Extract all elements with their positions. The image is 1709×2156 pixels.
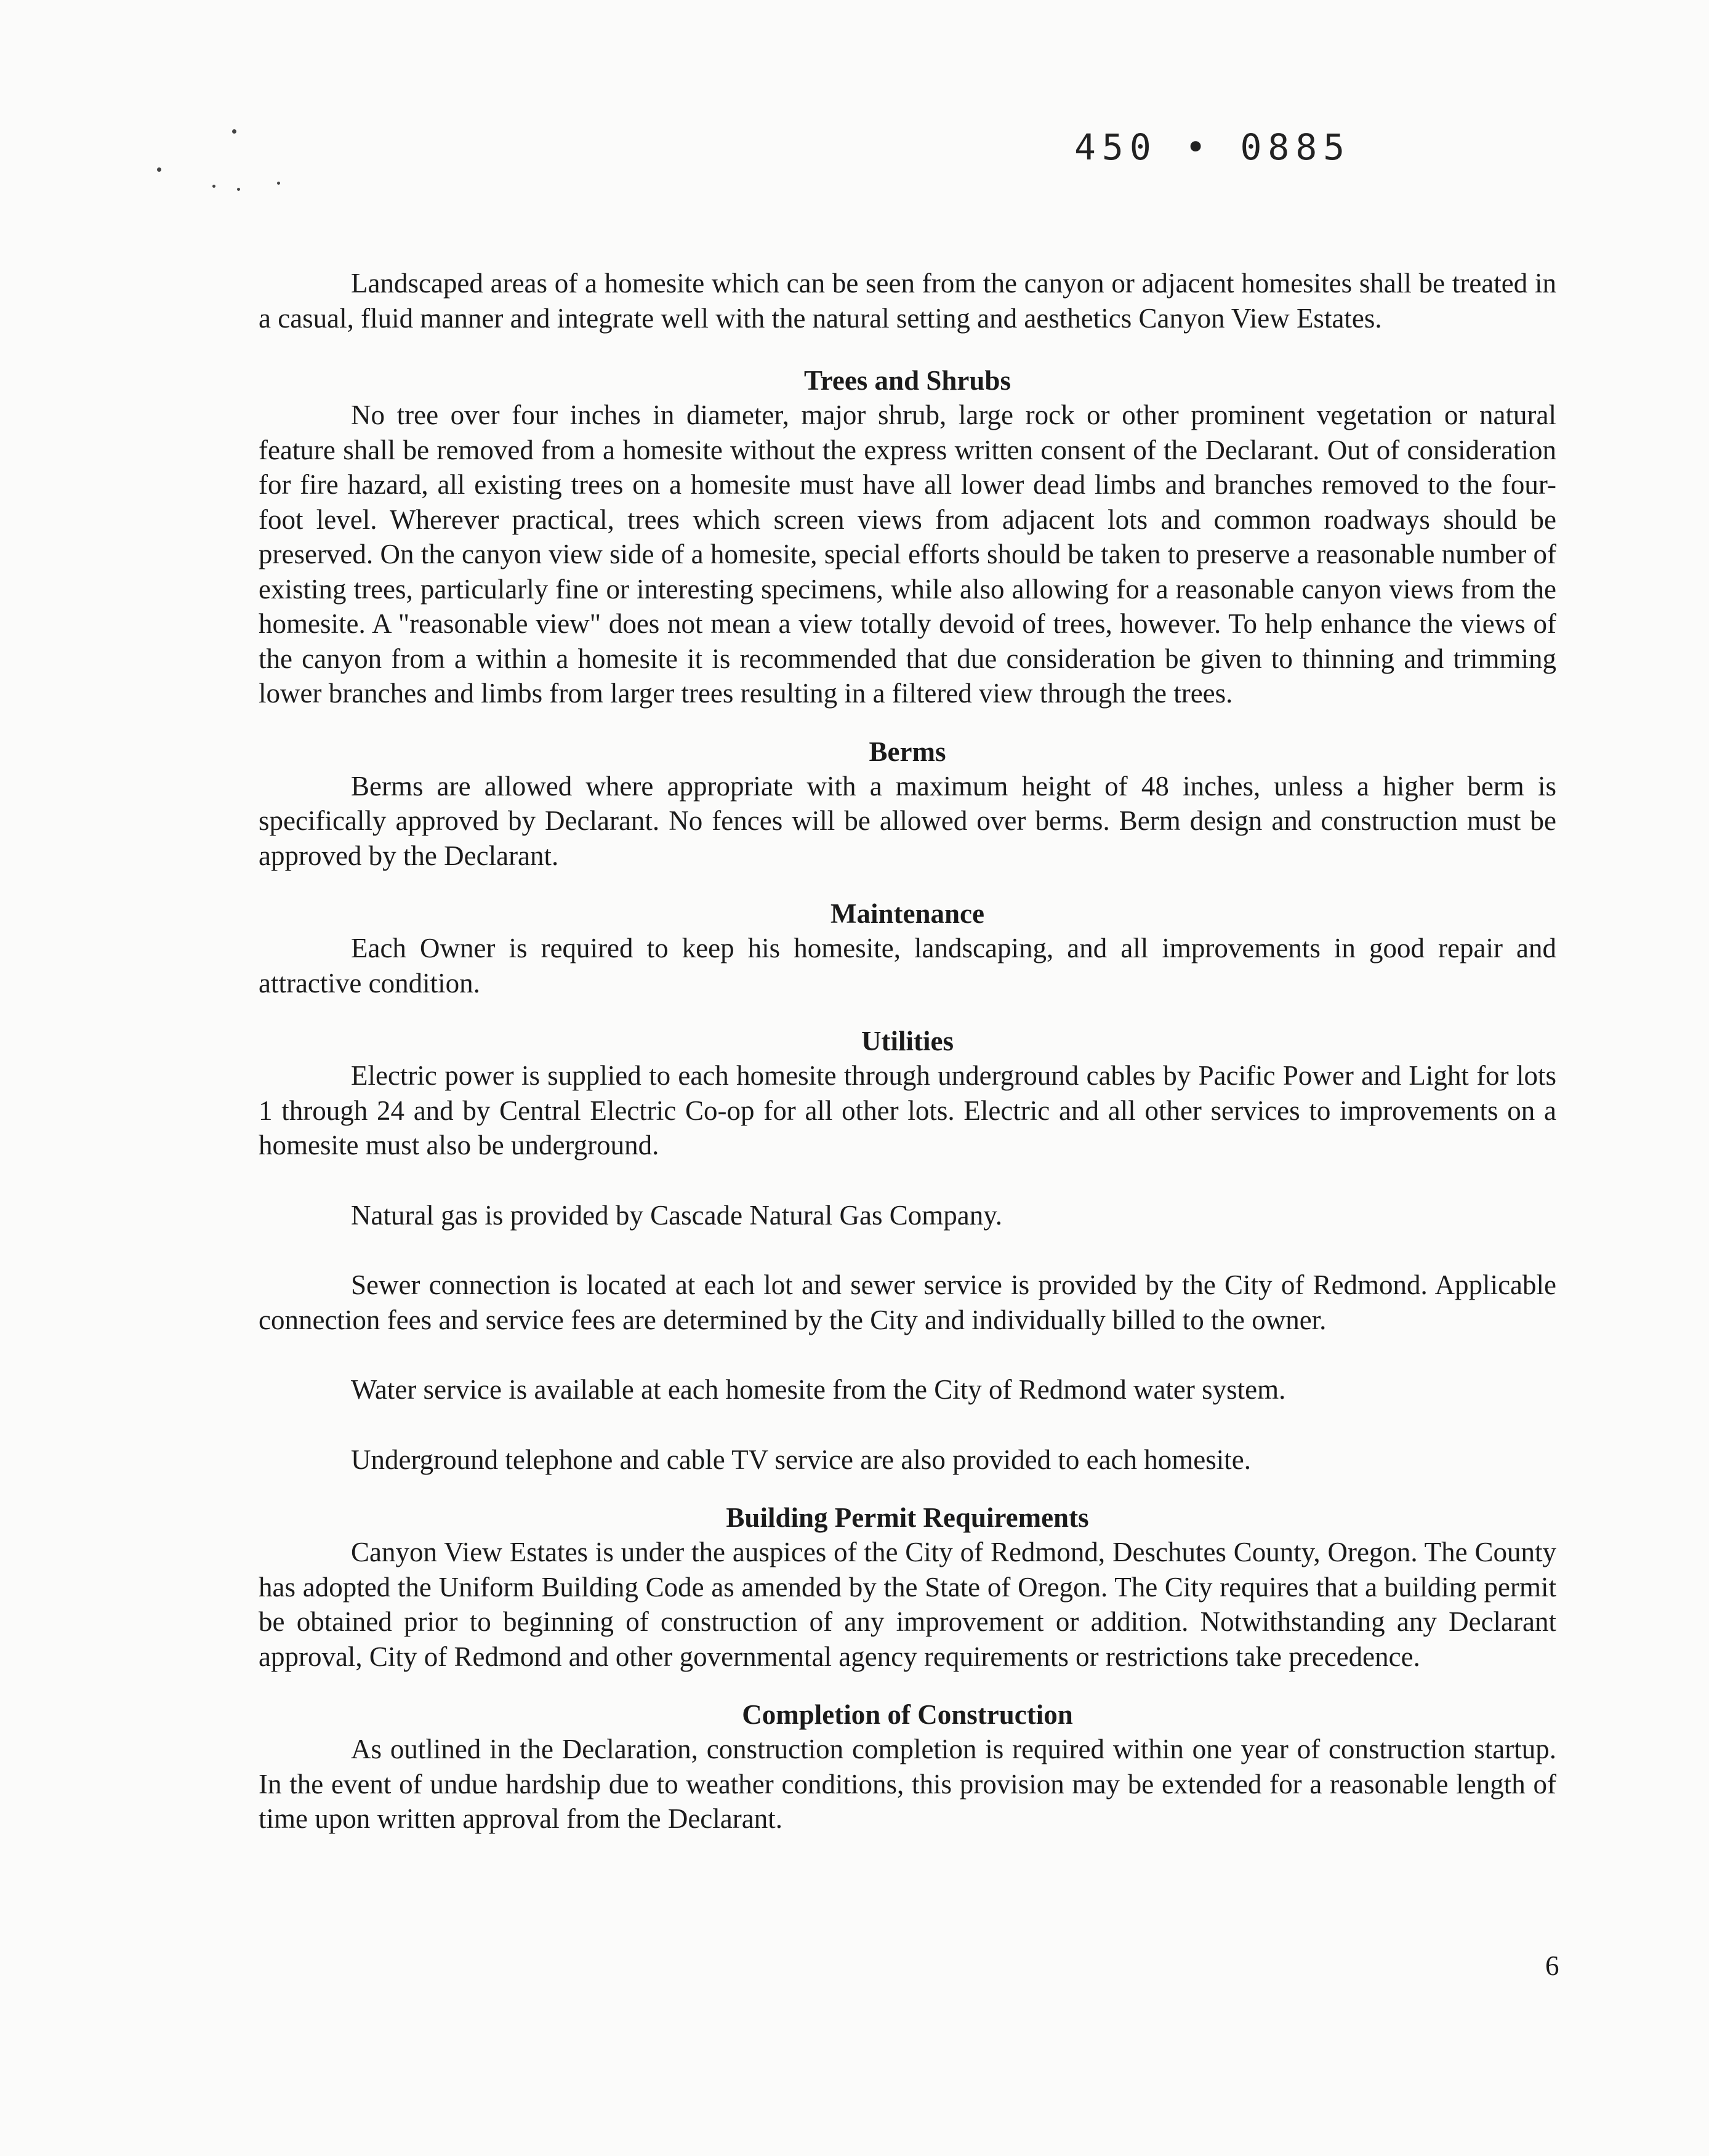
record-number-stamp: 450 • 0885 xyxy=(1074,126,1351,168)
utilities-sewer-paragraph: Sewer connection is located at each lot and sewer service is provided by the City of Redmond. Applicable connection fees and service fees are determined by the City and individually billed to the owner. xyxy=(259,1269,1556,1335)
berms-paragraph: Berms are allowed where appropriate with a maximum height of 48 inches, unless a higher berm is specifically approved by Declarant. No fences will be allowed over berms. Berm design and construction must be approved by the Declarant. xyxy=(259,770,1556,871)
maintenance-section xyxy=(259,896,1556,1000)
building-permit-paragraph: Canyon View Estates is under the auspices of the City of Redmond, Deschutes County, Oregon. The County has adopted the Uniform Building Code as amended by the State of Oregon. The City requires that a building permit be obtained prior to beginning of construction of any improvement or addition. Notwithstanding any Declarant approval, City of Redmond and other governmental agency requirements or restrictions take precedence. xyxy=(259,1537,1556,1672)
scan-speck xyxy=(232,129,236,134)
trees-and-shrubs-heading: Trees and Shrubs xyxy=(804,365,1011,396)
utilities-heading: Utilities xyxy=(861,1026,954,1056)
trees-and-shrubs-paragraph: No tree over four inches in diameter, major shrub, large rock or other prominent vegetation or natural feature shall be removed from a homesite without the express written consent of the Declarant. Out of consideration for fire hazard, all existing trees on a homesite must have all lower dead limbs and branches removed to the four-foot level. Wherever practical, trees which screen views from adjacent lots and common roadways should be preserved. On the canyon view side of a homesite, special efforts should be taken to preserve a reasonable number of existing trees, particularly fine or interesting specimens, while also allowing for a reasonable canyon views from the homesite. A "reasonable view" does not mean a view totally devoid of trees, however. To help enhance the views of the canyon from a within a homesite it is recommended that due consideration be given to thinning and trimming lower branches and limbs from larger trees resulting in a filtered view through the trees. xyxy=(259,400,1556,709)
intro-paragraph: Landscaped areas of a homesite which can be seen from the canyon or adjacent homesites shall be treated in a casual, fluid manner and integrate well with the natural setting and aesthetics Canyon View Estates. xyxy=(259,268,1556,334)
scan-speck xyxy=(277,182,280,185)
maintenance-paragraph: Each Owner is required to keep his homesite, landscaping, and all improvements in good repair and attractive condition. xyxy=(259,933,1556,999)
utilities-gas-paragraph: Natural gas is provided by Cascade Natural Gas Company. xyxy=(351,1199,1003,1231)
document-body xyxy=(259,266,1556,1836)
berms-heading: Berms xyxy=(869,736,946,767)
completion-paragraph: As outlined in the Declaration, construction completion is required within one year of construction startup. In the event of undue hardship due to weather conditions, this provision may be extended for a reasonable length of time upon written approval from the Declarant. xyxy=(259,1734,1556,1834)
maintenance-heading: Maintenance xyxy=(830,898,984,929)
scan-speck xyxy=(212,185,215,188)
building-permit-heading: Building Permit Requirements xyxy=(726,1502,1089,1533)
utilities-section xyxy=(259,1024,1556,1477)
utilities-electric-paragraph: Electric power is supplied to each homesite through underground cables by Pacific Power and Light for lots 1 through 24 and by Central Electric Co-op for all other lots. Electric and all other services to improvements on a homesite must also be underground. xyxy=(259,1060,1556,1160)
building-permit-section xyxy=(259,1500,1556,1674)
berms-section xyxy=(259,734,1556,874)
completion-section xyxy=(259,1697,1556,1836)
completion-heading: Completion of Construction xyxy=(742,1699,1073,1730)
utilities-water-paragraph: Water service is available at each homesite from the City of Redmond water system. xyxy=(351,1374,1286,1405)
scan-speck xyxy=(237,188,240,191)
utilities-telephone-paragraph: Underground telephone and cable TV service are also provided to each homesite. xyxy=(351,1444,1251,1475)
trees-and-shrubs-section xyxy=(259,363,1556,711)
scan-speck xyxy=(157,167,161,172)
page-number: 6 xyxy=(1545,1950,1559,1981)
